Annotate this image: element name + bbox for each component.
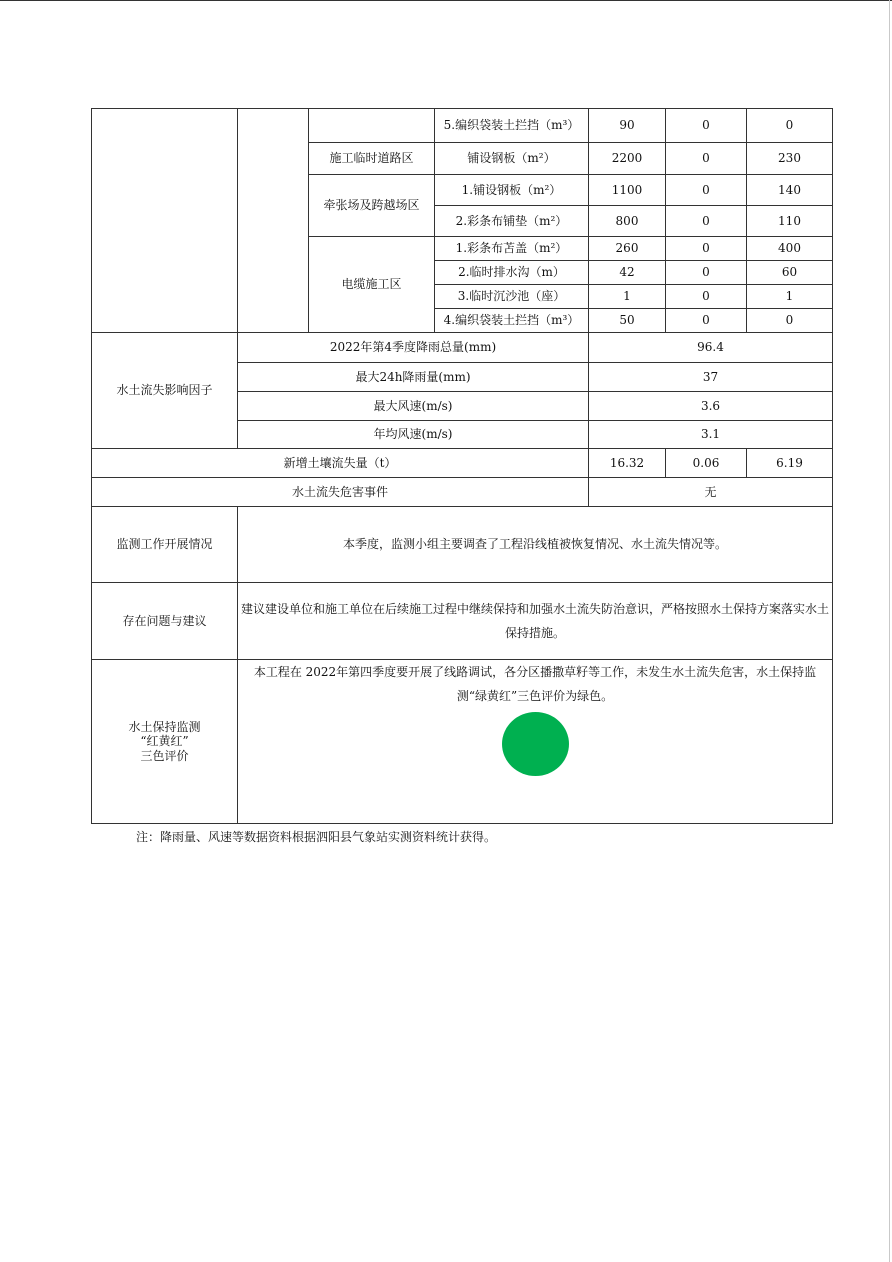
value-cell: 16.32 bbox=[589, 449, 666, 478]
factor-name-cell: 最大风速(m/s) bbox=[238, 392, 589, 421]
blank-cell-category bbox=[92, 109, 238, 333]
value-cell: 0 bbox=[666, 309, 747, 333]
measure-cell: 4.编织袋装土拦挡（m³） bbox=[435, 309, 589, 333]
monitoring-text-cell: 本季度，监测小组主要调查了工程沿线植被恢复情况、水土流失情况等。 bbox=[238, 507, 833, 583]
value-cell: 260 bbox=[589, 237, 666, 261]
table-row bbox=[92, 583, 833, 660]
soil-loss-label-cell: 新增土壤流失量（t） bbox=[92, 449, 589, 478]
value-cell: 60 bbox=[747, 261, 833, 285]
value-cell: 90 bbox=[589, 109, 666, 143]
factor-name-cell: 最大24h降雨量(mm) bbox=[238, 363, 589, 392]
value-cell: 0 bbox=[666, 261, 747, 285]
table-row bbox=[92, 333, 833, 363]
zone-cell-cable: 电缆施工区 bbox=[309, 237, 435, 333]
table-row bbox=[92, 109, 833, 143]
problems-text-cell bbox=[238, 583, 833, 660]
zone-cell-road: 施工临时道路区 bbox=[309, 143, 435, 175]
green-rating-circle bbox=[502, 712, 569, 776]
value-cell: 1 bbox=[589, 285, 666, 309]
hazard-value-cell: 无 bbox=[589, 478, 833, 507]
measure-cell: 2.临时排水沟（m） bbox=[435, 261, 589, 285]
factors-label-cell: 水土流失影响因子 bbox=[92, 333, 238, 449]
evaluation-text: 本工程在 2022年第四季度要开展了线路调试，各分区播撒草籽等工作，未发生水土流失危害，水土保持监测“绿黄红”三色评价为绿色。 bbox=[253, 665, 817, 703]
blank-cell-subcategory bbox=[238, 109, 309, 333]
evaluation-label-line: “红黄红” bbox=[140, 734, 189, 749]
monitoring-label-cell: 监测工作开展情况 bbox=[92, 507, 238, 583]
value-cell: 0 bbox=[666, 285, 747, 309]
monitoring-report-table bbox=[91, 108, 833, 824]
problems-label-cell: 存在问题与建议 bbox=[92, 583, 238, 660]
value-cell: 230 bbox=[747, 143, 833, 175]
value-cell: 1100 bbox=[589, 175, 666, 206]
table-row bbox=[92, 478, 833, 507]
factor-value-cell: 3.6 bbox=[589, 392, 833, 421]
value-cell: 0 bbox=[666, 175, 747, 206]
factor-name-cell: 2022年第4季度降雨总量(mm) bbox=[238, 333, 589, 363]
table-row bbox=[92, 449, 833, 478]
blank-cell-zone bbox=[309, 109, 435, 143]
value-cell: 6.19 bbox=[747, 449, 833, 478]
value-cell: 0 bbox=[747, 309, 833, 333]
evaluation-label-line: 水土保持监测 bbox=[128, 719, 201, 734]
factor-value-cell: 3.1 bbox=[589, 421, 833, 449]
measure-cell: 铺设钢板（m²） bbox=[435, 143, 589, 175]
evaluation-content-cell bbox=[238, 660, 833, 824]
measure-cell: 2.彩条布铺垫（m²） bbox=[435, 206, 589, 237]
value-cell: 1 bbox=[747, 285, 833, 309]
value-cell: 2200 bbox=[589, 143, 666, 175]
footnote: 注：降雨量、风速等数据资料根据泗阳县气象站实测资料统计获得。 bbox=[136, 830, 497, 844]
measure-cell: 3.临时沉沙池（座） bbox=[435, 285, 589, 309]
value-cell: 0 bbox=[666, 237, 747, 261]
problems-text: 建议建设单位和施工单位在后续施工过程中继续保持和加强水土流失防治意识，严格按照水土保持方案落实水土保持措施。 bbox=[240, 602, 829, 640]
value-cell: 42 bbox=[589, 261, 666, 285]
table-row bbox=[92, 507, 833, 583]
value-cell: 0 bbox=[747, 109, 833, 143]
top-border-line bbox=[0, 0, 892, 1]
evaluation-indicator-wrap bbox=[242, 712, 828, 776]
measure-cell: 1.彩条布苫盖（m²） bbox=[435, 237, 589, 261]
hazard-label-cell: 水土流失危害事件 bbox=[92, 478, 589, 507]
evaluation-label-cell bbox=[92, 660, 238, 824]
factor-value-cell: 96.4 bbox=[589, 333, 833, 363]
value-cell: 800 bbox=[589, 206, 666, 237]
zone-cell-tension: 牵张场及跨越场区 bbox=[309, 175, 435, 237]
table-row bbox=[92, 660, 833, 824]
factor-value-cell: 37 bbox=[589, 363, 833, 392]
evaluation-label-line: 三色评价 bbox=[140, 748, 189, 763]
measure-cell: 1.铺设钢板（m²） bbox=[435, 175, 589, 206]
right-border-line bbox=[889, 0, 890, 1262]
value-cell: 400 bbox=[747, 237, 833, 261]
factor-name-cell: 年均风速(m/s) bbox=[238, 421, 589, 449]
value-cell: 140 bbox=[747, 175, 833, 206]
value-cell: 0 bbox=[666, 143, 747, 175]
value-cell: 0 bbox=[666, 109, 747, 143]
value-cell: 0.06 bbox=[666, 449, 747, 478]
value-cell: 50 bbox=[589, 309, 666, 333]
value-cell: 110 bbox=[747, 206, 833, 237]
measure-cell: 5.编织袋装土拦挡（m³） bbox=[435, 109, 589, 143]
value-cell: 0 bbox=[666, 206, 747, 237]
